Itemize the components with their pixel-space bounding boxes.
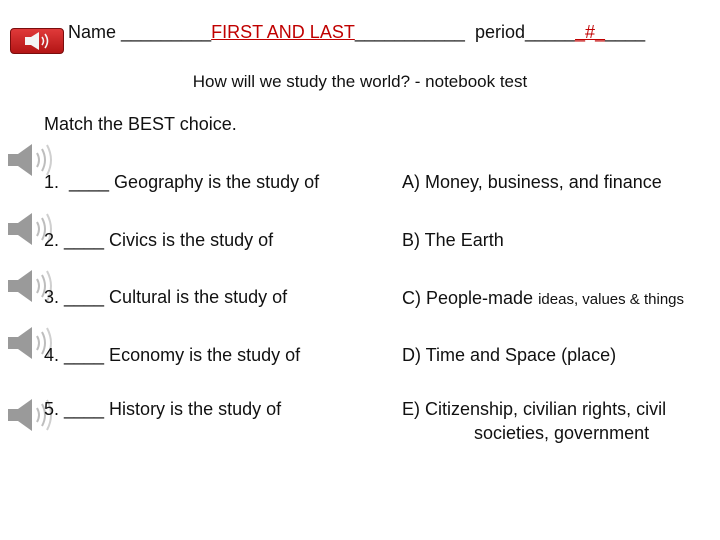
name-tail: ___________ period_____	[354, 22, 576, 42]
question-5: 5. ____ History is the study of	[44, 399, 282, 419]
period-value: _#_	[575, 22, 606, 42]
question-4: 4. ____ Economy is the study of	[44, 345, 301, 365]
name-period-line	[68, 22, 645, 43]
answer-c	[402, 288, 684, 309]
page-title: How will we study the world? - notebook test	[192, 72, 528, 91]
answer-b: B) The Earth	[402, 230, 504, 250]
audio-play-button[interactable]	[10, 28, 64, 54]
answer-e-line1: E) Citizenship, civilian rights, civil	[402, 399, 667, 419]
answer-e-line2: societies, government	[474, 423, 650, 443]
name-label: Name _________	[68, 22, 212, 42]
answer-c-part2: ideas, values & things	[538, 291, 684, 308]
question-1: 1. ____ Geography is the study of	[44, 172, 320, 192]
question-2: 2. ____ Civics is the study of	[44, 230, 274, 250]
answer-a: A) Money, business, and finance	[402, 172, 662, 192]
name-value: FIRST AND LAST	[211, 22, 355, 42]
question-3: 3. ____ Cultural is the study of	[44, 287, 288, 307]
answer-c-part1: C) People-made	[402, 288, 539, 308]
period-tail: ____	[605, 22, 646, 42]
speaker-button-icon	[11, 29, 63, 53]
answer-d: D) Time and Space (place)	[402, 345, 617, 365]
instructions: Match the BEST choice.	[44, 114, 237, 134]
